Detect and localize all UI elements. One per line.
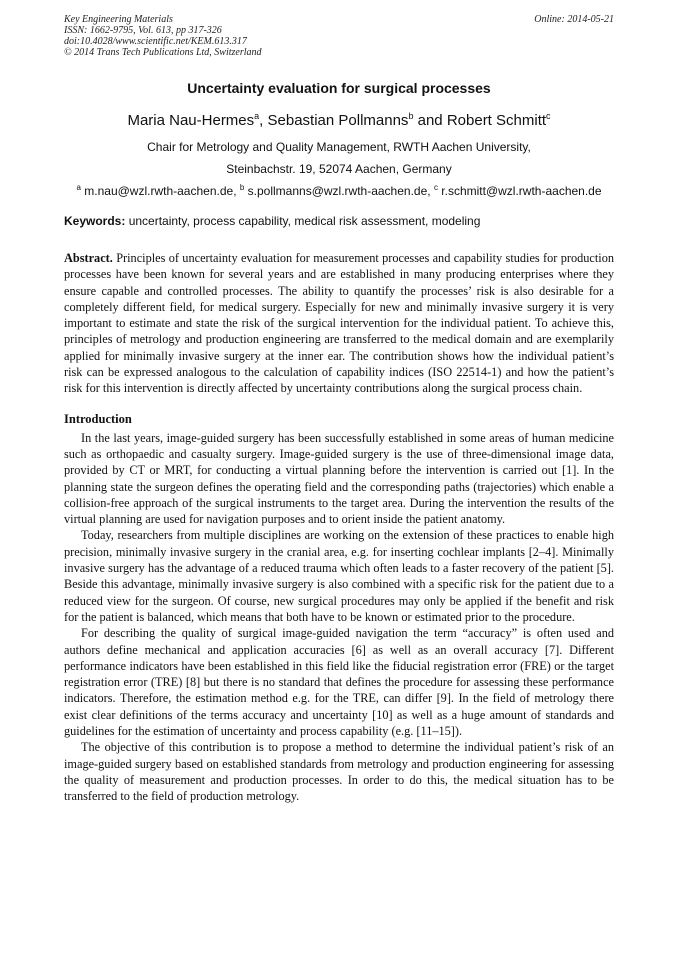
keywords-label: Keywords: — [64, 214, 126, 228]
abstract-text: Principles of uncertainty evaluation for measurement processes and capability studies for production processes have been known for several years and are established in many producing enterprises where they ensure capable and controlled processes. The ability to quantify the processes’ risk is also desirable for a completely different field, for medical surgery. Especially for new and minimally invasive surgery it is very important to estimate and state the risk of the surgical intervention for the individual patient. To achieve this, principles of metrology and production engineering are transferred to the medical domain and are exemplarily applied for minimally invasive surgery at the inner ear. The contribution shows how the individual patient’s risk can be expressed analogous to the calculation of capability indices (ISO 22514-1) and how the patient’s risk for this intervention is directly affected by uncertainty contributions along the surgical process chain. — [64, 251, 614, 396]
author-name: Robert Schmitt — [446, 112, 547, 129]
abstract-label: Abstract. — [64, 251, 113, 265]
author-name: Maria Nau-Hermes — [127, 112, 255, 129]
journal-name: Key Engineering Materials — [64, 14, 173, 25]
issn-line: ISSN: 1662-9795, Vol. 613, pp 317-326 — [64, 25, 222, 36]
journal-header — [64, 14, 614, 58]
email-sup: c — [433, 183, 438, 192]
author-separator: and — [413, 112, 447, 129]
email-sup: b — [239, 183, 245, 192]
email-list: $^a$ m.nau@wzl.rwth-aachen.de, $^b$ s.pollmanns@wzl.rwth-aachen.de, $^c$ r.schmitt@wzl.rwth-aachen.de — [76, 183, 602, 198]
online-date: Online: 2014-05-21 — [534, 14, 614, 25]
author-separator: , — [259, 112, 268, 129]
body-paragraph: In the last years, image-guided surgery has been successfully established in some areas of human medicine such as orthopaedic and casualty surgery. Image-guided surgery is the use of three-dimensional image data, provided by CT or MRT, for conducting a virtual planning before the intervention is carried out [1]. In the planning state the surgeon defines the operating field and the corresponding paths (trajectories) which enable a collision-free approach of the surgical instruments to the target area. During the intervention the results of the virtual planning are used for navigation purposes and to orient inside the patient anatomy. — [64, 430, 614, 527]
email-link[interactable]: m.nau@wzl.rwth-aachen.de — [84, 184, 234, 198]
section-heading: Introduction — [64, 411, 132, 426]
affiliation-line: Steinbachstr. 19, 52074 Aachen, Germany — [226, 162, 452, 176]
paper-title: Uncertainty evaluation for surgical processes — [187, 80, 491, 96]
author-list — [64, 111, 614, 129]
body-paragraph: For describing the quality of surgical image-guided navigation the term “accuracy” is often used and authors define mechanical and application accuracies [6] as well as an overall accuracy [7]. Different performance indicators have been established in this field like the fiducial registration error (FRE) or the target registration error (TRE) [8] but there is no standard that defines the procedure for assessing these performance indicators. Therefore, the estimation method e.g. for the TRE, can differ [9]. In the field of metrology there exist clear definitions of the terms accuracy and uncertainty [10] as well as a huge amount of standards and guidelines for the estimation of uncertainty and process capability (e.g. [11–15]). — [64, 626, 614, 739]
affiliation — [64, 136, 614, 180]
author-sup: c — [546, 111, 551, 121]
doi-line[interactable]: doi:10.4028/www.scientific.net/KEM.613.317 — [64, 36, 247, 47]
copyright-line: © 2014 Trans Tech Publications Ltd, Switzerland — [64, 47, 262, 58]
keywords-text: uncertainty, process capability, medical risk assessment, modeling — [125, 214, 481, 228]
keywords — [64, 214, 614, 228]
paper-page — [64, 14, 614, 805]
author-name: Sebastian Pollmanns — [267, 112, 409, 129]
email-sup: a — [76, 183, 81, 192]
affiliation-line: Chair for Metrology and Quality Management, RWTH Aachen University, — [147, 140, 531, 154]
author-sup: a — [254, 111, 260, 121]
body-paragraph: Today, researchers from multiple disciplines are working on the extension of these practices to enable high precision, minimally invasive surgery in the cranial area, e.g. for inserting cochlear implants [2–4]. Minimally invasive surgery has the advantage of a reduced trauma which often leads to a faster recovery of the patient [5]. Beside this advantage, minimally invasive surgery is also combined with a specific risk for the patient due to a reduced view for the surgeon. Of course, new surgical procedures may only be applied if the benefit and risk for the patient is balanced, which means that both have to be known or estimated prior to the procedure. — [64, 528, 614, 624]
abstract — [64, 250, 614, 397]
email-link[interactable]: r.schmitt@wzl.rwth-aachen.de — [441, 184, 602, 198]
email-link[interactable]: s.pollmanns@wzl.rwth-aachen.de — [247, 184, 428, 198]
body-paragraph: The objective of this contribution is to propose a method to determine the individual patient’s risk of an image-guided surgery based on established standards from metrology and production engineering for assessing the quality of measurement and production processes. In order to do this, the medical situation has to be transferred to the field of production metrology. — [64, 740, 614, 804]
author-sup: b — [408, 111, 414, 121]
